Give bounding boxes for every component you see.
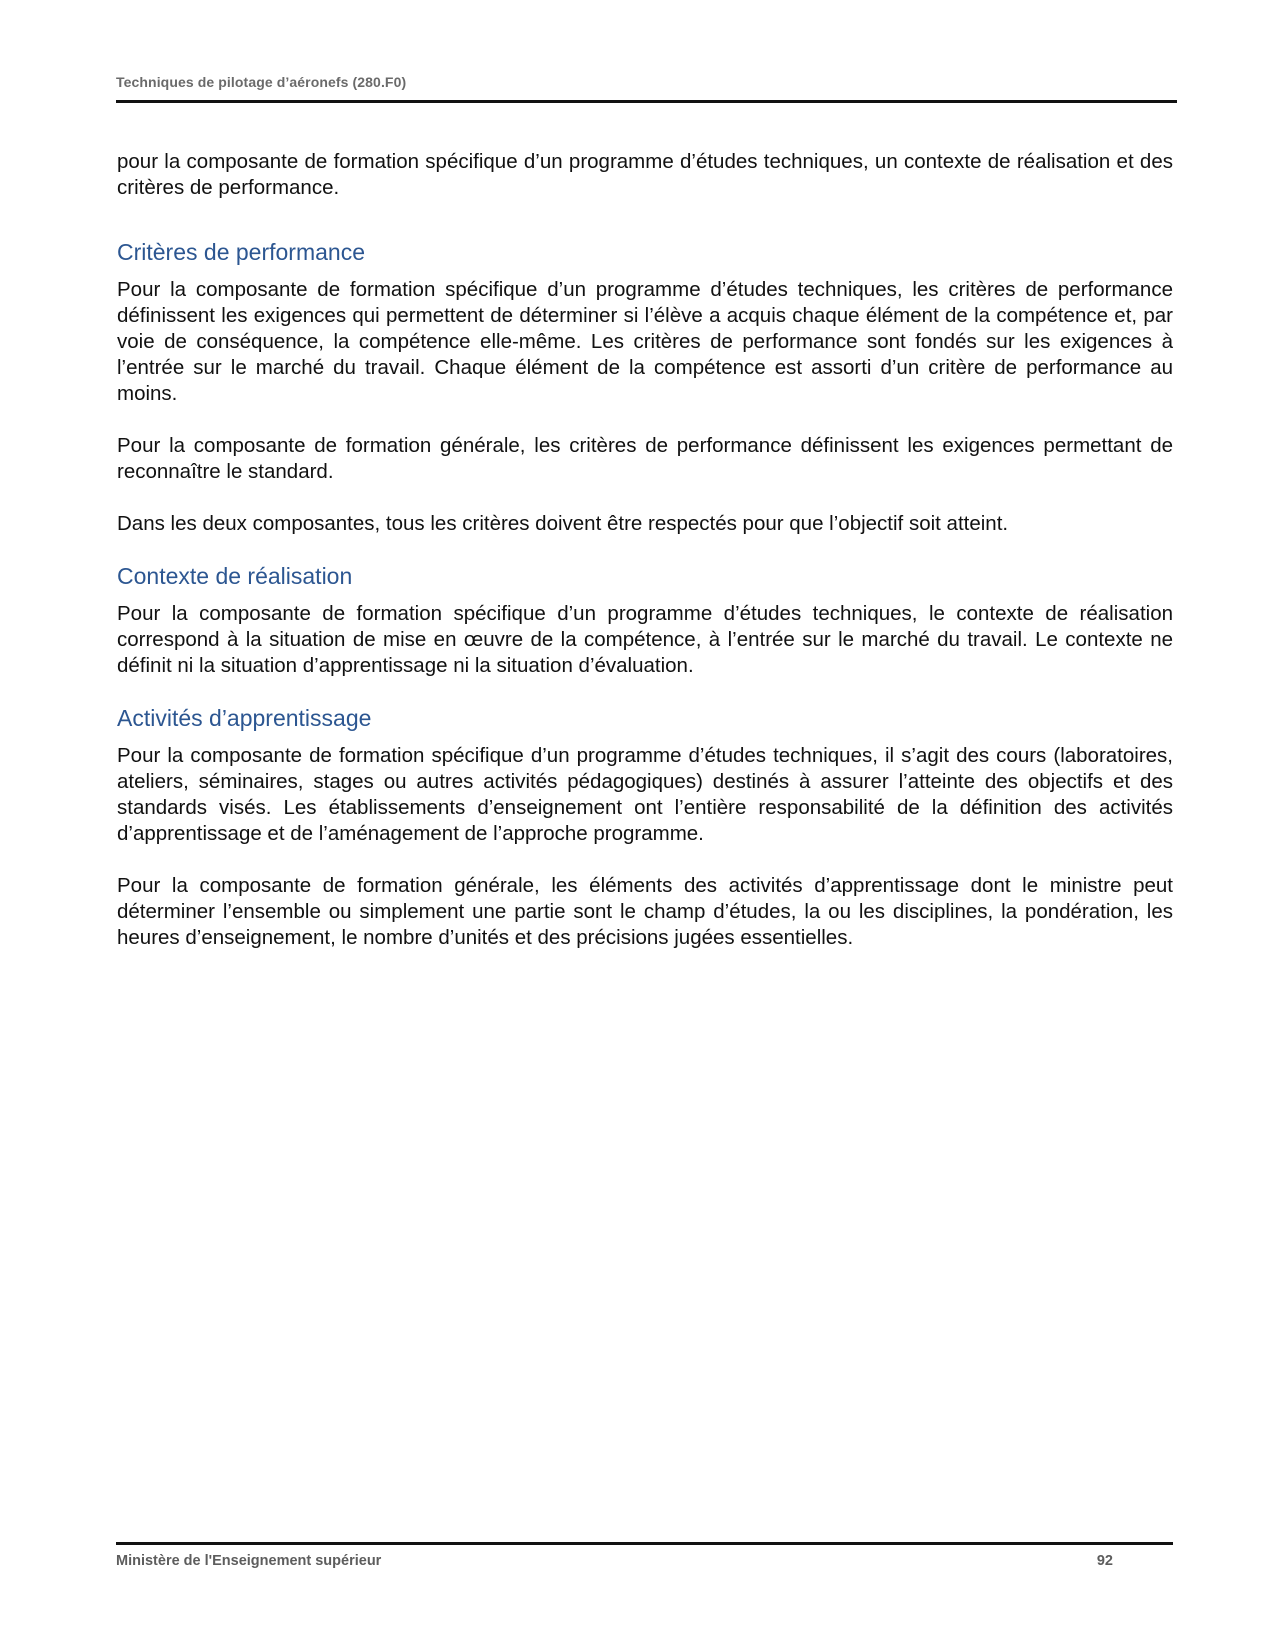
document-title: Techniques de pilotage d’aéronefs (280.F0) <box>116 74 407 90</box>
section-heading-activites: Activités d’apprentissage <box>117 705 372 731</box>
paragraph: Pour la composante de formation générale, les critères de performance définissent les exigences permettant de reconnaître le standard. <box>117 434 1173 483</box>
paragraph: Pour la composante de formation spécifique d’un programme d’études techniques, le contexte de réalisation correspond à la situation de mise en œuvre de la compétence, à l’entrée sur le marché du travail. Le contexte ne définit ni la situation d’apprentissage ni la situation d’évaluation. <box>117 602 1173 677</box>
section-heading-contexte: Contexte de réalisation <box>117 563 353 589</box>
intro-paragraph: pour la composante de formation spécifique d’un programme d’études techniques, un contexte de réalisation et des critères de performance. <box>117 150 1173 199</box>
paragraph: Pour la composante de formation spécifique d’un programme d’études techniques, les critères de performance définissent les exigences qui permettent de déterminer si l’élève a acquis chaque élément de la compétence et, par voie de conséquence, la compétence elle-même. Les critères de performance sont fondés sur les exigences à l’entrée sur le marché du travail. Chaque élément de la compétence est assorti d’un critère de performance au moins. <box>117 278 1173 405</box>
paragraph: Dans les deux composantes, tous les critères doivent être respectés pour que l’objectif soit atteint. <box>117 512 1009 535</box>
section-heading-criteres: Critères de performance <box>117 239 365 265</box>
footer-ministry: Ministère de l'Enseignement supérieur <box>116 1553 382 1569</box>
page-header <box>116 74 1177 103</box>
page-footer <box>116 1542 1173 1575</box>
paragraph: Pour la composante de formation spécifique d’un programme d’études techniques, il s’agit des cours (laboratoires, ateliers, séminaires, stages ou autres activités pédagogiques) destinés à assurer l’atteinte des objectifs et des standards visés. Les établissements d’enseignement ont l’entière responsabilité de la définition des activités d’apprentissage et de l’aménagement de l’approche programme. <box>117 744 1173 845</box>
page-number: 92 <box>1096 1553 1113 1569</box>
paragraph: Pour la composante de formation générale, les éléments des activités d’apprentissage dont le ministre peut déterminer l’ensemble ou simplement une partie sont le champ d’études, la ou les disciplines, la pondération, les heures d’enseignement, le nombre d’unités et des précisions jugées essentielles. <box>117 874 1173 949</box>
main-content <box>117 149 1173 951</box>
